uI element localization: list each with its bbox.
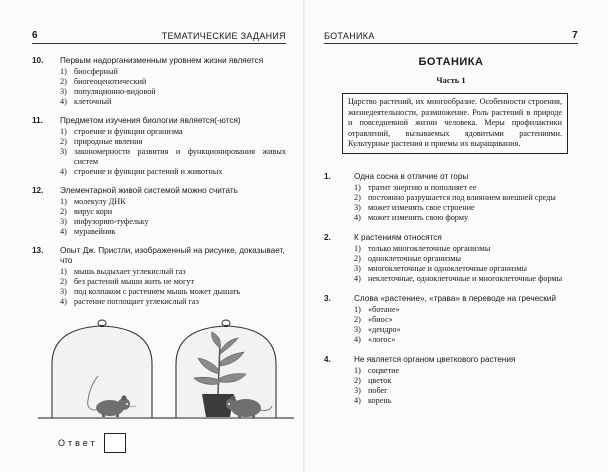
left-running-head-title: ТЕМАТИЧЕСКИЕ ЗАДАНИЯ <box>161 31 286 41</box>
question-text: Одна сосна в отличие от горы <box>354 171 469 181</box>
question-1 <box>324 172 578 223</box>
answer-option: 1) соцветие <box>354 365 400 375</box>
question-2 <box>324 233 578 284</box>
answer-option: 1) биосферный <box>60 67 118 76</box>
section-title: БОТАНИКА <box>418 56 484 68</box>
part-title: Часть 1 <box>436 75 466 85</box>
question-13 <box>32 246 286 307</box>
answer-option: 2) цветок <box>354 375 392 385</box>
answer-option: 3) побег <box>354 385 388 395</box>
right-running-head <box>324 30 578 44</box>
answer-option: 2) природные явления <box>60 137 143 146</box>
question-number: 1. <box>324 171 331 181</box>
answer-option: 2) постоянно разрушается под влиянием внешней среды <box>354 192 556 202</box>
answer-option: 3) закономерности развития и функционирования живых систем <box>60 147 286 166</box>
question-number: 2. <box>324 232 331 242</box>
answer-option: 2) «биос» <box>354 314 393 324</box>
question-text: Опыт Дж. Пристли, изображенный на рисунке, доказывает, что <box>60 246 285 265</box>
answer-option: 3) под колпаком с растением мышь может дышать <box>60 287 241 296</box>
answer-option: 4) клеточный <box>60 97 112 106</box>
right-page-number: 7 <box>572 30 578 41</box>
answer-option: 1) молекулу ДНК <box>60 197 126 206</box>
answer-option: 2) биогеоценотический <box>60 77 147 86</box>
answer-option: 3) может изменять свое строение <box>354 202 475 212</box>
question-number: 4. <box>324 354 331 364</box>
question-text: Предметом изучения биологии является(-ются) <box>60 116 241 125</box>
answer-option: 2) без растений мыши жить не могут <box>60 277 195 286</box>
answer-option: 3) многоклеточные и одноклеточные организмы <box>354 263 528 273</box>
answer-option: 4) корень <box>354 395 392 405</box>
answer-option: 1) «ботане» <box>354 304 400 314</box>
question-number: 12. <box>32 186 44 195</box>
topic-info-box: Царство растений, их многообразие. Особенности строения, жизнедеятельности, размножение. Роль растений в природе и повседневной жизни человека. Меры профилактики отравлений, вызываемых ядовитыми растениями. Культурные растения и приемы их выращивания. <box>342 93 568 154</box>
question-12 <box>32 186 286 237</box>
answer-option: 1) тратит энергию и пополняет ее <box>354 182 477 192</box>
right-running-head-title: БОТАНИКА <box>324 31 375 41</box>
question-number: 3. <box>324 293 331 303</box>
question-text: Первым надорганизменным уровнем жизни является <box>60 56 264 65</box>
question-text: К растениям относятся <box>354 232 442 242</box>
answer-option: 4) строение и функции растений и животных <box>60 167 223 176</box>
answer-option: 1) строение и функции организма <box>60 127 183 136</box>
question-11 <box>32 116 286 177</box>
answer-option: 4) «логос» <box>354 334 396 344</box>
question-text: Не является органом цветкового растения <box>354 354 516 364</box>
question-3 <box>324 294 578 345</box>
answer-option: 2) вирус кори <box>60 207 113 216</box>
answer-option: 3) инфузорию-туфельку <box>60 217 149 226</box>
answer-option: 4) растение поглощает углекислый газ <box>60 297 199 306</box>
left-page-number: 6 <box>32 30 38 41</box>
answer-box[interactable] <box>104 433 126 453</box>
priestley-experiment-illustration <box>38 314 286 437</box>
question-4 <box>324 355 578 406</box>
right-page <box>304 0 608 472</box>
question-10 <box>32 56 286 107</box>
answer-option: 2) одноклеточные организмы <box>354 253 461 263</box>
question-number: 11. <box>32 116 43 125</box>
question-text: Слова «растение», «трава» в переводе на греческий <box>354 293 556 303</box>
answer-option: 1) мышь выдыхает углекислый газ <box>60 267 186 276</box>
answer-option: 3) «дендро» <box>354 324 401 334</box>
answer-option: 4) неклеточные, одноклеточные и многоклеточные формы <box>354 273 563 283</box>
answer-option: 3) популяционно-видовой <box>60 87 156 96</box>
question-number: 13. <box>32 246 44 255</box>
answer-option: 1) только многоклеточные организмы <box>354 243 491 253</box>
answer-option: 4) муравейник <box>60 227 116 236</box>
bell-jars-drawing <box>38 314 294 432</box>
left-running-head <box>32 30 286 44</box>
question-text: Элементарной живой системой можно считать <box>60 186 238 195</box>
answer-label: Ответ <box>58 438 98 448</box>
question-number: 10. <box>32 56 44 65</box>
answer-option: 4) может изменять свою форму <box>354 212 469 222</box>
